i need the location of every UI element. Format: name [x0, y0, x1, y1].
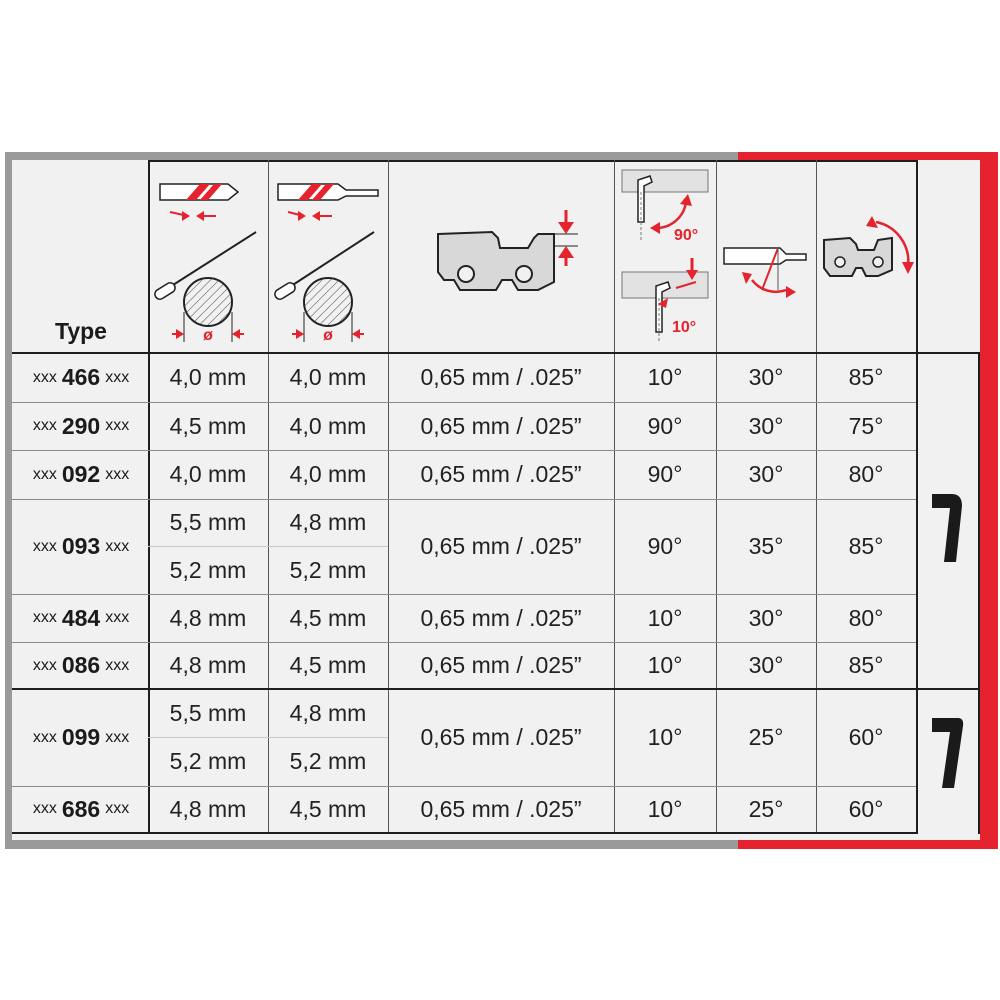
type-code: 099 — [61, 724, 101, 750]
depth-gauge-icon — [388, 162, 614, 352]
type-code: 086 — [61, 652, 101, 678]
top-plate-angle-cell: 25° — [748, 795, 784, 822]
top-plate-angle-cell: 30° — [748, 652, 784, 678]
type-code-cell — [14, 786, 148, 832]
side-plate-angle-icon — [816, 162, 914, 352]
col-border-right — [916, 160, 918, 834]
depth-gauge-cell: 0,65 mm / .025” — [420, 795, 582, 822]
type-code-cell — [14, 499, 148, 594]
vertical-angle-icon — [616, 162, 714, 352]
type-prefix: xxx — [32, 417, 57, 434]
top-plate-angle-cell: 30° — [748, 364, 784, 390]
file-diameter-2-cell: 4,8 mm — [289, 699, 367, 726]
diameter-symbol-1: ø — [203, 327, 213, 344]
file-diameter-2-cell: 4,0 mm — [289, 364, 367, 390]
file-diameter-2-cell: 4,0 mm — [289, 461, 367, 487]
type-code-cell — [14, 353, 148, 402]
type-prefix: xxx — [32, 656, 57, 674]
type-code-cell — [14, 642, 148, 689]
cutter-hook-icon-2 — [928, 712, 968, 794]
file-diameter-1-cell: 4,8 mm — [169, 604, 247, 631]
depth-gauge-cell: 0,65 mm / .025” — [420, 604, 582, 631]
type-prefix: xxx — [32, 728, 57, 746]
depth-gauge-cell: 0,65 mm / .025” — [420, 364, 582, 390]
side-plate-angle-cell: 85° — [848, 533, 884, 559]
type-header: Type — [55, 318, 107, 344]
type-suffix: xxx — [105, 728, 130, 746]
type-code: 290 — [61, 412, 101, 439]
angle-10-label: 10° — [672, 319, 697, 336]
hook-section-right — [978, 352, 980, 834]
depth-gauge-cell: 0,65 mm / .025” — [420, 724, 582, 750]
file-diameter-2-cell: 4,8 mm — [289, 509, 367, 536]
file-diameter-2-cell: 4,5 mm — [289, 652, 367, 678]
file-diameter-2-cell: 4,5 mm — [289, 795, 367, 822]
file-diameter-1-cell: 5,2 mm — [169, 748, 247, 775]
vertical-angle-cell: 10° — [647, 724, 683, 750]
file-diameter-1-cell: 4,5 mm — [169, 412, 247, 439]
file-diameter-1-cell: 5,5 mm — [169, 509, 247, 536]
file-diameter-2-cell: 4,0 mm — [289, 412, 367, 439]
file-diameter-1-cell: 4,8 mm — [169, 795, 247, 822]
file-diameter-icon — [150, 162, 268, 352]
type-suffix: xxx — [105, 417, 130, 434]
top-plate-angle-cell: 25° — [748, 724, 784, 750]
side-plate-angle-cell: 80° — [848, 604, 884, 631]
depth-gauge-cell: 0,65 mm / .025” — [420, 652, 582, 678]
depth-gauge-cell: 0,65 mm / .025” — [420, 461, 582, 487]
type-prefix: xxx — [32, 800, 57, 817]
file-diameter-2-cell: 5,2 mm — [289, 556, 367, 583]
type-prefix: xxx — [32, 465, 57, 483]
top-plate-angle-cell: 35° — [748, 533, 784, 559]
side-plate-angle-cell: 60° — [848, 795, 884, 822]
diameter-symbol-2: ø — [323, 327, 333, 344]
type-code-cell — [14, 402, 148, 450]
type-suffix: xxx — [105, 609, 130, 626]
depth-gauge-cell: 0,65 mm / .025” — [420, 412, 582, 439]
vertical-angle-cell: 90° — [647, 533, 683, 559]
file-diameter-1-cell: 4,0 mm — [169, 364, 247, 390]
top-plate-angle-cell: 30° — [748, 604, 784, 631]
type-suffix: xxx — [105, 656, 130, 674]
file-diameter-2-cell: 4,5 mm — [289, 604, 367, 631]
type-suffix: xxx — [105, 800, 130, 817]
side-plate-angle-cell: 85° — [848, 364, 884, 390]
depth-gauge-cell: 0,65 mm / .025” — [420, 533, 582, 559]
vertical-angle-cell: 10° — [647, 604, 683, 631]
type-code: 093 — [61, 533, 101, 559]
type-suffix: xxx — [105, 465, 130, 483]
file-diameter-icon-2 — [270, 162, 386, 352]
side-plate-angle-cell: 75° — [848, 412, 884, 439]
type-code: 466 — [61, 364, 101, 390]
side-plate-angle-cell: 85° — [848, 652, 884, 678]
cutter-hook-icon-1 — [928, 488, 968, 568]
type-code: 686 — [61, 795, 101, 822]
type-prefix: xxx — [32, 609, 57, 626]
type-code: 484 — [61, 604, 101, 631]
type-code: 092 — [61, 461, 101, 487]
top-plate-angle-cell: 30° — [748, 461, 784, 487]
type-code-cell — [14, 594, 148, 642]
type-suffix: xxx — [105, 368, 130, 386]
type-prefix: xxx — [32, 537, 57, 555]
type-prefix: xxx — [32, 368, 57, 386]
type-suffix: xxx — [105, 537, 130, 555]
vertical-angle-cell: 10° — [647, 795, 683, 822]
hook-section-top — [916, 352, 980, 354]
angle-90-label: 90° — [674, 227, 699, 244]
vertical-angle-cell: 90° — [647, 461, 683, 487]
file-diameter-1-cell: 5,2 mm — [169, 556, 247, 583]
vertical-angle-cell: 10° — [647, 652, 683, 678]
vertical-angle-cell: 90° — [647, 412, 683, 439]
side-plate-angle-cell: 60° — [848, 724, 884, 750]
table-bottom-border — [12, 832, 918, 834]
file-diameter-1-cell: 4,8 mm — [169, 652, 247, 678]
file-diameter-1-cell: 5,5 mm — [169, 699, 247, 726]
header-top-border — [148, 160, 918, 162]
top-plate-angle-cell: 30° — [748, 412, 784, 439]
vertical-angle-cell: 10° — [647, 364, 683, 390]
type-code-cell — [14, 689, 148, 786]
file-diameter-1-cell: 4,0 mm — [169, 461, 247, 487]
type-code-cell — [14, 450, 148, 499]
top-plate-angle-icon — [716, 162, 814, 352]
side-plate-angle-cell: 80° — [848, 461, 884, 487]
file-diameter-2-cell: 5,2 mm — [289, 748, 367, 775]
